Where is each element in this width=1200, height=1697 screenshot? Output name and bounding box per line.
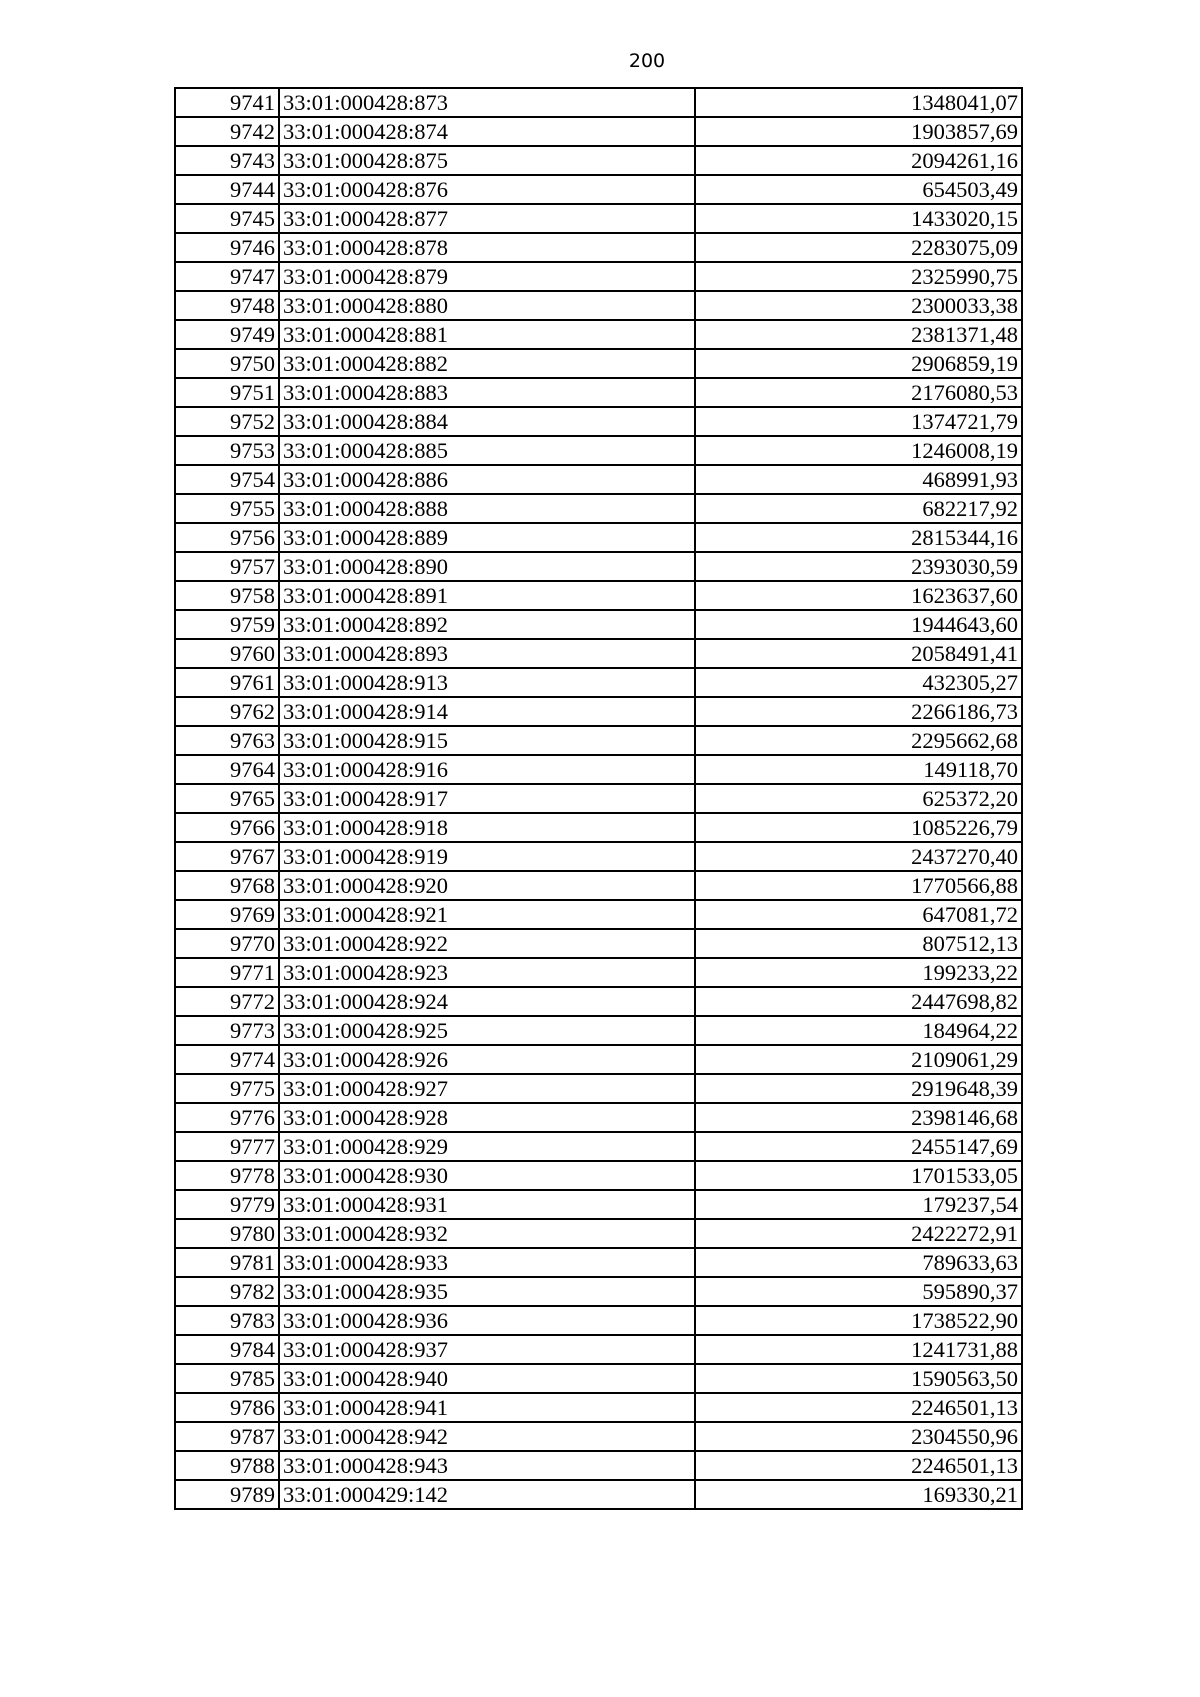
row-number-cell: 9747 (175, 262, 279, 291)
cadastral-number-cell: 33:01:000428:915 (279, 726, 695, 755)
cadastral-number-cell: 33:01:000428:876 (279, 175, 695, 204)
table-row (175, 349, 1022, 378)
cadastral-number-cell: 33:01:000428:935 (279, 1277, 695, 1306)
cadastral-number-cell: 33:01:000428:937 (279, 1335, 695, 1364)
row-number-cell: 9770 (175, 929, 279, 958)
cadastral-value-cell: 2381371,48 (695, 320, 1022, 349)
cadastral-number-cell: 33:01:000428:922 (279, 929, 695, 958)
cadastral-number-cell: 33:01:000428:880 (279, 291, 695, 320)
cadastral-number-cell: 33:01:000428:889 (279, 523, 695, 552)
row-number-cell: 9787 (175, 1422, 279, 1451)
cadastral-number-cell: 33:01:000428:940 (279, 1364, 695, 1393)
cadastral-value-cell: 2447698,82 (695, 987, 1022, 1016)
row-number-cell: 9786 (175, 1393, 279, 1422)
cadastral-number-cell: 33:01:000428:885 (279, 436, 695, 465)
cadastral-number-cell: 33:01:000428:917 (279, 784, 695, 813)
table-row (175, 900, 1022, 929)
cadastral-number-cell: 33:01:000428:927 (279, 1074, 695, 1103)
row-number-cell: 9785 (175, 1364, 279, 1393)
cadastral-number-cell: 33:01:000428:926 (279, 1045, 695, 1074)
cadastral-value-cell: 1590563,50 (695, 1364, 1022, 1393)
cadastral-number-cell: 33:01:000428:933 (279, 1248, 695, 1277)
cadastral-number-cell: 33:01:000428:916 (279, 755, 695, 784)
row-number-cell: 9758 (175, 581, 279, 610)
table-row (175, 784, 1022, 813)
cadastral-value-cell: 789633,63 (695, 1248, 1022, 1277)
cadastral-value-cell: 1374721,79 (695, 407, 1022, 436)
table-row (175, 813, 1022, 842)
table-row (175, 726, 1022, 755)
table-row (175, 1306, 1022, 1335)
row-number-cell: 9764 (175, 755, 279, 784)
cadastral-number-cell: 33:01:000428:882 (279, 349, 695, 378)
cadastral-value-cell: 2455147,69 (695, 1132, 1022, 1161)
cadastral-number-cell: 33:01:000428:918 (279, 813, 695, 842)
cadastral-number-cell: 33:01:000428:888 (279, 494, 695, 523)
cadastral-number-cell: 33:01:000428:913 (279, 668, 695, 697)
table-row (175, 1190, 1022, 1219)
cadastral-number-cell: 33:01:000428:919 (279, 842, 695, 871)
cadastral-value-cell: 654503,49 (695, 175, 1022, 204)
table-row (175, 204, 1022, 233)
row-number-cell: 9741 (175, 88, 279, 117)
cadastral-value-cell: 2304550,96 (695, 1422, 1022, 1451)
cadastral-number-cell: 33:01:000428:941 (279, 1393, 695, 1422)
row-number-cell: 9769 (175, 900, 279, 929)
cadastral-number-cell: 33:01:000428:924 (279, 987, 695, 1016)
cadastral-value-cell: 1701533,05 (695, 1161, 1022, 1190)
cadastral-number-cell: 33:01:000428:878 (279, 233, 695, 262)
row-number-cell: 9759 (175, 610, 279, 639)
row-number-cell: 9762 (175, 697, 279, 726)
cadastral-value-cell: 149118,70 (695, 755, 1022, 784)
table-row (175, 871, 1022, 900)
table-row (175, 436, 1022, 465)
row-number-cell: 9746 (175, 233, 279, 262)
cadastral-value-cell: 1623637,60 (695, 581, 1022, 610)
cadastral-number-cell: 33:01:000428:928 (279, 1103, 695, 1132)
cadastral-value-cell: 1241731,88 (695, 1335, 1022, 1364)
table-row (175, 175, 1022, 204)
cadastral-number-cell: 33:01:000428:879 (279, 262, 695, 291)
table-row (175, 378, 1022, 407)
row-number-cell: 9763 (175, 726, 279, 755)
row-number-cell: 9748 (175, 291, 279, 320)
table-row (175, 1335, 1022, 1364)
table-row (175, 465, 1022, 494)
cadastral-number-cell: 33:01:000428:914 (279, 697, 695, 726)
row-number-cell: 9755 (175, 494, 279, 523)
cadastral-number-cell: 33:01:000428:891 (279, 581, 695, 610)
table-row (175, 291, 1022, 320)
row-number-cell: 9742 (175, 117, 279, 146)
table-row (175, 668, 1022, 697)
cadastral-value-cell: 2919648,39 (695, 1074, 1022, 1103)
row-number-cell: 9757 (175, 552, 279, 581)
cadastral-table (174, 87, 1023, 1510)
cadastral-value-cell: 199233,22 (695, 958, 1022, 987)
row-number-cell: 9768 (175, 871, 279, 900)
row-number-cell: 9767 (175, 842, 279, 871)
cadastral-number-cell: 33:01:000428:877 (279, 204, 695, 233)
cadastral-value-cell: 468991,93 (695, 465, 1022, 494)
table-row (175, 1480, 1022, 1509)
cadastral-number-cell: 33:01:000428:921 (279, 900, 695, 929)
row-number-cell: 9745 (175, 204, 279, 233)
table-row (175, 1277, 1022, 1306)
cadastral-value-cell: 625372,20 (695, 784, 1022, 813)
table-row (175, 1132, 1022, 1161)
table-row (175, 407, 1022, 436)
cadastral-value-cell: 1738522,90 (695, 1306, 1022, 1335)
cadastral-number-cell: 33:01:000428:881 (279, 320, 695, 349)
table-row (175, 1161, 1022, 1190)
row-number-cell: 9788 (175, 1451, 279, 1480)
cadastral-value-cell: 2246501,13 (695, 1393, 1022, 1422)
cadastral-value-cell: 179237,54 (695, 1190, 1022, 1219)
cadastral-number-cell: 33:01:000428:920 (279, 871, 695, 900)
cadastral-value-cell: 2437270,40 (695, 842, 1022, 871)
row-number-cell: 9773 (175, 1016, 279, 1045)
cadastral-number-cell: 33:01:000428:886 (279, 465, 695, 494)
table-row (175, 697, 1022, 726)
table-row (175, 1045, 1022, 1074)
row-number-cell: 9749 (175, 320, 279, 349)
row-number-cell: 9760 (175, 639, 279, 668)
table-row (175, 987, 1022, 1016)
table-row (175, 494, 1022, 523)
table-row (175, 610, 1022, 639)
cadastral-value-cell: 432305,27 (695, 668, 1022, 697)
cadastral-value-cell: 1348041,07 (695, 88, 1022, 117)
cadastral-value-cell: 595890,37 (695, 1277, 1022, 1306)
cadastral-number-cell: 33:01:000428:932 (279, 1219, 695, 1248)
table-row (175, 1219, 1022, 1248)
table-body (175, 88, 1022, 1509)
page-number: 200 (628, 50, 666, 72)
cadastral-number-cell: 33:01:000429:142 (279, 1480, 695, 1509)
row-number-cell: 9771 (175, 958, 279, 987)
cadastral-number-cell: 33:01:000428:892 (279, 610, 695, 639)
cadastral-number-cell: 33:01:000428:884 (279, 407, 695, 436)
cadastral-value-cell: 184964,22 (695, 1016, 1022, 1045)
cadastral-value-cell: 2176080,53 (695, 378, 1022, 407)
cadastral-number-cell: 33:01:000428:875 (279, 146, 695, 175)
cadastral-value-cell: 2094261,16 (695, 146, 1022, 175)
table-row (175, 639, 1022, 668)
row-number-cell: 9778 (175, 1161, 279, 1190)
cadastral-number-cell: 33:01:000428:890 (279, 552, 695, 581)
cadastral-number-cell: 33:01:000428:923 (279, 958, 695, 987)
cadastral-number-cell: 33:01:000428:942 (279, 1422, 695, 1451)
table-row (175, 1103, 1022, 1132)
row-number-cell: 9779 (175, 1190, 279, 1219)
cadastral-value-cell: 1770566,88 (695, 871, 1022, 900)
table-row (175, 320, 1022, 349)
cadastral-value-cell: 1433020,15 (695, 204, 1022, 233)
cadastral-number-cell: 33:01:000428:943 (279, 1451, 695, 1480)
table-row (175, 581, 1022, 610)
cadastral-value-cell: 647081,72 (695, 900, 1022, 929)
row-number-cell: 9751 (175, 378, 279, 407)
cadastral-value-cell: 1246008,19 (695, 436, 1022, 465)
cadastral-value-cell: 2393030,59 (695, 552, 1022, 581)
cadastral-number-cell: 33:01:000428:936 (279, 1306, 695, 1335)
table-row (175, 233, 1022, 262)
row-number-cell: 9782 (175, 1277, 279, 1306)
row-number-cell: 9753 (175, 436, 279, 465)
cadastral-value-cell: 2815344,16 (695, 523, 1022, 552)
row-number-cell: 9777 (175, 1132, 279, 1161)
table-row (175, 1364, 1022, 1393)
cadastral-value-cell: 2300033,38 (695, 291, 1022, 320)
row-number-cell: 9765 (175, 784, 279, 813)
table-row (175, 117, 1022, 146)
cadastral-number-cell: 33:01:000428:931 (279, 1190, 695, 1219)
row-number-cell: 9781 (175, 1248, 279, 1277)
cadastral-value-cell: 1903857,69 (695, 117, 1022, 146)
row-number-cell: 9789 (175, 1480, 279, 1509)
table-row (175, 842, 1022, 871)
row-number-cell: 9754 (175, 465, 279, 494)
row-number-cell: 9783 (175, 1306, 279, 1335)
cadastral-value-cell: 1944643,60 (695, 610, 1022, 639)
row-number-cell: 9774 (175, 1045, 279, 1074)
cadastral-number-cell: 33:01:000428:874 (279, 117, 695, 146)
cadastral-value-cell: 2109061,29 (695, 1045, 1022, 1074)
row-number-cell: 9776 (175, 1103, 279, 1132)
cadastral-value-cell: 2295662,68 (695, 726, 1022, 755)
cadastral-value-cell: 682217,92 (695, 494, 1022, 523)
table-row (175, 146, 1022, 175)
cadastral-value-cell: 2058491,41 (695, 639, 1022, 668)
row-number-cell: 9752 (175, 407, 279, 436)
table-row (175, 262, 1022, 291)
row-number-cell: 9772 (175, 987, 279, 1016)
table-row (175, 552, 1022, 581)
cadastral-value-cell: 169330,21 (695, 1480, 1022, 1509)
row-number-cell: 9780 (175, 1219, 279, 1248)
cadastral-value-cell: 2906859,19 (695, 349, 1022, 378)
cadastral-number-cell: 33:01:000428:929 (279, 1132, 695, 1161)
cadastral-value-cell: 2325990,75 (695, 262, 1022, 291)
table-row (175, 88, 1022, 117)
cadastral-value-cell: 2266186,73 (695, 697, 1022, 726)
table-row (175, 523, 1022, 552)
cadastral-value-cell: 2246501,13 (695, 1451, 1022, 1480)
row-number-cell: 9766 (175, 813, 279, 842)
table-row (175, 958, 1022, 987)
row-number-cell: 9784 (175, 1335, 279, 1364)
table-row (175, 929, 1022, 958)
cadastral-number-cell: 33:01:000428:930 (279, 1161, 695, 1190)
table-row (175, 1074, 1022, 1103)
cadastral-value-cell: 2422272,91 (695, 1219, 1022, 1248)
table-row (175, 1393, 1022, 1422)
cadastral-value-cell: 1085226,79 (695, 813, 1022, 842)
row-number-cell: 9775 (175, 1074, 279, 1103)
table-row (175, 1451, 1022, 1480)
table-row (175, 1422, 1022, 1451)
table-row (175, 1248, 1022, 1277)
row-number-cell: 9750 (175, 349, 279, 378)
table-row (175, 755, 1022, 784)
cadastral-value-cell: 2398146,68 (695, 1103, 1022, 1132)
cadastral-number-cell: 33:01:000428:873 (279, 88, 695, 117)
cadastral-value-cell: 2283075,09 (695, 233, 1022, 262)
row-number-cell: 9756 (175, 523, 279, 552)
table-row (175, 1016, 1022, 1045)
cadastral-number-cell: 33:01:000428:883 (279, 378, 695, 407)
cadastral-number-cell: 33:01:000428:893 (279, 639, 695, 668)
cadastral-value-cell: 807512,13 (695, 929, 1022, 958)
row-number-cell: 9743 (175, 146, 279, 175)
cadastral-number-cell: 33:01:000428:925 (279, 1016, 695, 1045)
row-number-cell: 9744 (175, 175, 279, 204)
row-number-cell: 9761 (175, 668, 279, 697)
